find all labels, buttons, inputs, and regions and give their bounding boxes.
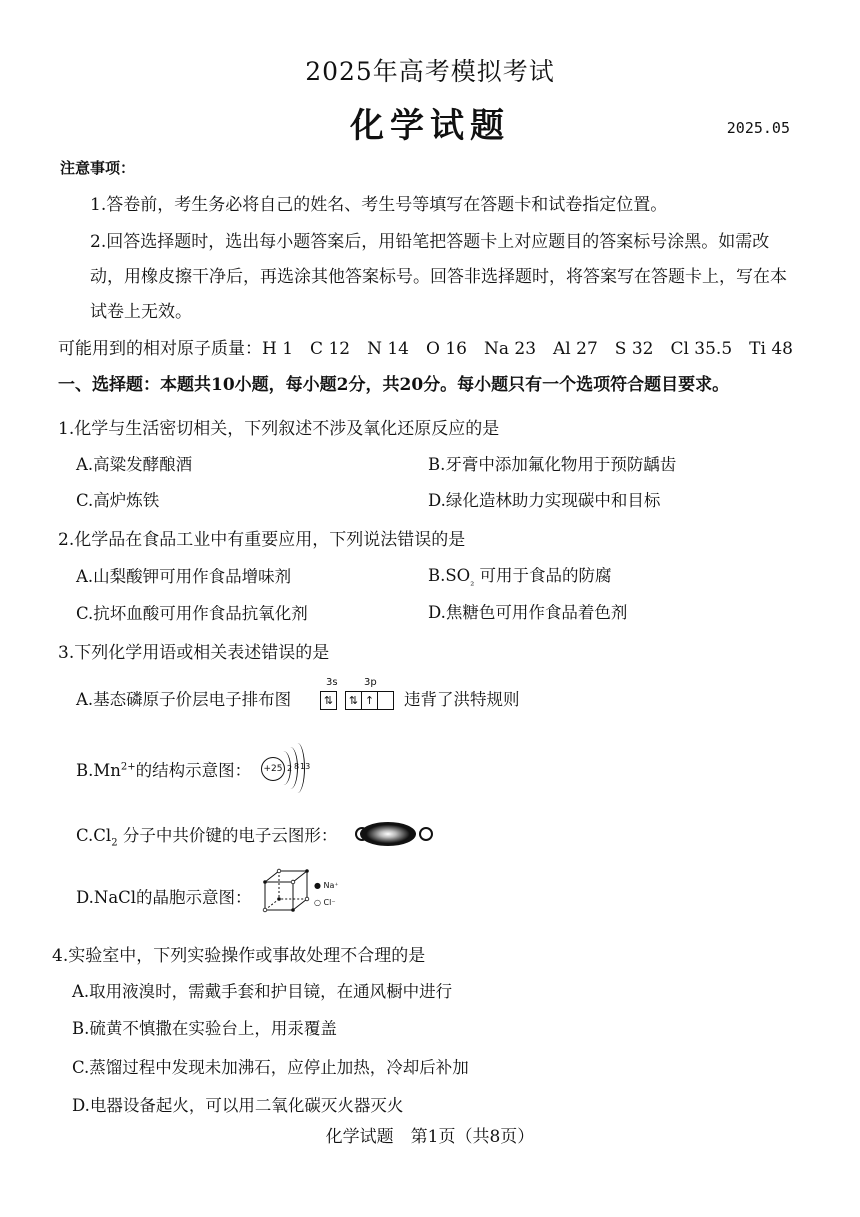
question-3-option-c-suffix: 分子中共价键的电子云图形： — [122, 826, 338, 845]
question-4-stem: 4.实验室中，下列实验操作或事故处理不合理的是 — [52, 946, 426, 966]
orbital-3s-label: 3s — [326, 677, 338, 688]
question-2-stem: 2.化学品在食品工业中有重要应用，下列说法错误的是 — [58, 530, 466, 550]
atomic-masses: 可能用到的相对原子质量：H 1 C 12 N 14 O 16 Na 23 Al 27 S 32 Cl 35.5 Ti 48 — [58, 339, 793, 359]
question-3-stem: 3.下列化学用语或相关表述错误的是 — [58, 643, 330, 663]
orbital-box-3p-2: ↑ — [362, 691, 378, 710]
question-2-option-b — [428, 562, 611, 588]
question-2-option-d: D.焦糖色可用作食品着色剂 — [428, 603, 628, 622]
mn-shell-3-count: 13 — [300, 762, 311, 771]
orbital-box-3s: ⇅ — [320, 691, 337, 710]
question-3-option-b-prefix: B.Mn — [76, 761, 121, 780]
question-4-option-b: B.硫黄不慎撒在实验台上，用汞覆盖 — [72, 1019, 337, 1038]
question-1-option-b: B.牙膏中添加氟化物用于预防龋齿 — [428, 455, 677, 474]
cube-top-face — [265, 871, 307, 882]
cl-atom-right — [419, 827, 433, 841]
question-1-option-c: C.高炉炼铁 — [76, 491, 160, 510]
notice-heading: 注意事项： — [60, 159, 136, 177]
orbital-3s-diagram — [320, 691, 337, 710]
question-2-option-a: A.山梨酸钾可用作食品增味剂 — [76, 567, 292, 586]
orbital-box-3p-1: ⇅ — [345, 691, 362, 710]
question-1-stem: 1.化学与生活密切相关，下列叙述不涉及氧化还原反应的是 — [58, 419, 500, 439]
page-footer: 化学试题 第1页（共8页） — [325, 1127, 535, 1147]
subject-title: 化学试题 — [350, 106, 510, 146]
electron-cloud-shape — [360, 822, 416, 846]
question-2-option-b-subscript: ₂ — [470, 577, 475, 589]
mn-shell-1-count: 2 — [287, 764, 293, 773]
question-3-option-c-prefix: C.Cl — [76, 826, 112, 845]
question-2-option-c: C.抗坏血酸可用作食品抗氧化剂 — [76, 604, 308, 623]
notice-item-2 — [60, 225, 800, 330]
question-4-option-c: C.蒸馏过程中发现未加沸石，应停止加热，冷却后补加 — [72, 1058, 469, 1077]
question-3-option-b — [76, 757, 251, 781]
mn-shell-2-count: 8 — [294, 762, 300, 771]
exam-date: 2025.05 — [726, 119, 790, 137]
question-3-option-c-subscript: 2 — [111, 837, 118, 849]
notice-item-1-text: 1.答卷前，考生务必将自己的姓名、考生号等填写在答题卡和试卷指定位置。 — [90, 195, 668, 215]
question-1-option-d: D.绿化造林助力实现碳中和目标 — [428, 491, 661, 510]
orbital-3p-label: 3p — [364, 677, 377, 688]
legend-cl: ○ Cl⁻ — [314, 898, 336, 907]
mn-nucleus: +25 — [261, 757, 285, 781]
orbital-box-3p-3 — [378, 691, 394, 710]
question-3-option-d-prefix: D.NaCl的晶胞示意图： — [76, 888, 252, 907]
nacl-unit-cell-diagram — [262, 868, 310, 916]
question-1-option-a: A.高粱发酵酿酒 — [76, 455, 193, 474]
question-3-option-b-superscript: 2+ — [120, 761, 136, 773]
question-3-option-a-suffix: 违背了洪特规则 — [404, 690, 520, 709]
exam-title: 2025年高考模拟考试 — [305, 57, 555, 86]
notice-item-1 — [60, 188, 800, 223]
section-heading: 一、选择题：本题共10小题，每小题2分，共20分。每小题只有一个选项符合题目要求。 — [58, 375, 730, 395]
question-3-option-a-prefix: A.基态磷原子价层电子排布图 — [76, 690, 292, 709]
question-4-option-a: A.取用液溴时，需戴手套和护目镜，在通风橱中进行 — [72, 982, 453, 1001]
question-3-option-b-suffix: 的结构示意图： — [135, 761, 252, 780]
notice-item-2-text: 2.回答选择题时，选出每小题答案后，用铅笔把答题卡上对应题目的答案标号涂黑。如需改动，用橡皮擦干净后，再选涂其他答案标号。回答非选择题时，将答案写在答题卡上，写在本试卷上无效。 — [90, 232, 787, 322]
question-2-option-b-prefix: B.SO — [428, 566, 471, 585]
orbital-3p-diagram — [345, 691, 394, 710]
question-2-option-b-suffix: 可用于食品的防腐 — [479, 566, 612, 585]
legend-na: ● Na⁺ — [314, 881, 339, 890]
question-4-option-d: D.电器设备起火，可以用二氧化碳灭火器灭火 — [72, 1096, 404, 1115]
question-3-option-c — [76, 822, 337, 848]
